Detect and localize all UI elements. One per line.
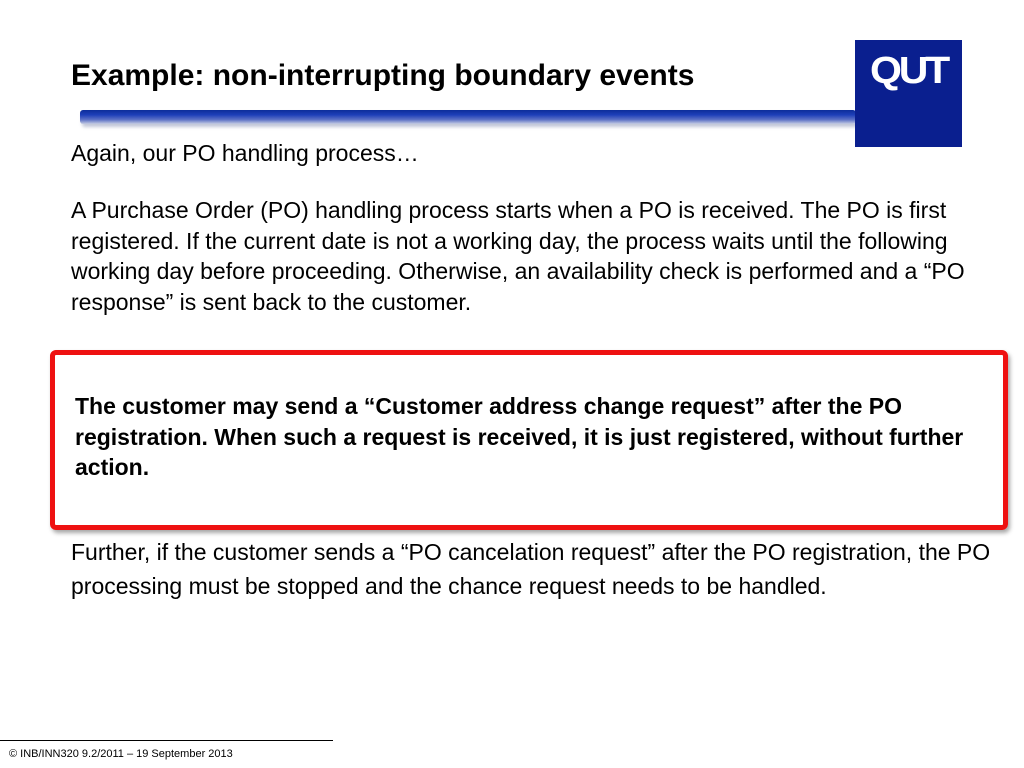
- footer-copyright: © INB/INN320 9.2/2011 – 19 September 2013: [9, 748, 233, 760]
- logo-text: QUT: [870, 50, 947, 92]
- slide-title: Example: non-interrupting boundary events: [71, 59, 695, 92]
- intro-text: Again, our PO handling process…: [71, 140, 419, 166]
- process-description-paragraph: A Purchase Order (PO) handling process starts when a PO is received. The PO is first registered. If the current date is not a working day, the process waits until the following working day before proceeding. Otherwise, an availability check is performed and a “PO response” is sent back to the customer.: [71, 197, 965, 315]
- cancelation-paragraph: Further, if the customer sends a “PO cancelation request” after the PO registration, the PO processing must be stopped and the chance request needs to be handled.: [71, 539, 991, 599]
- title-underline-bar: [80, 110, 856, 124]
- highlighted-requirement-text: The customer may send a “Customer address change request” after the PO registration. When such a request is received, it is just registered, without further action.: [75, 393, 964, 480]
- qut-logo: [855, 40, 962, 147]
- footer-divider: [0, 740, 333, 741]
